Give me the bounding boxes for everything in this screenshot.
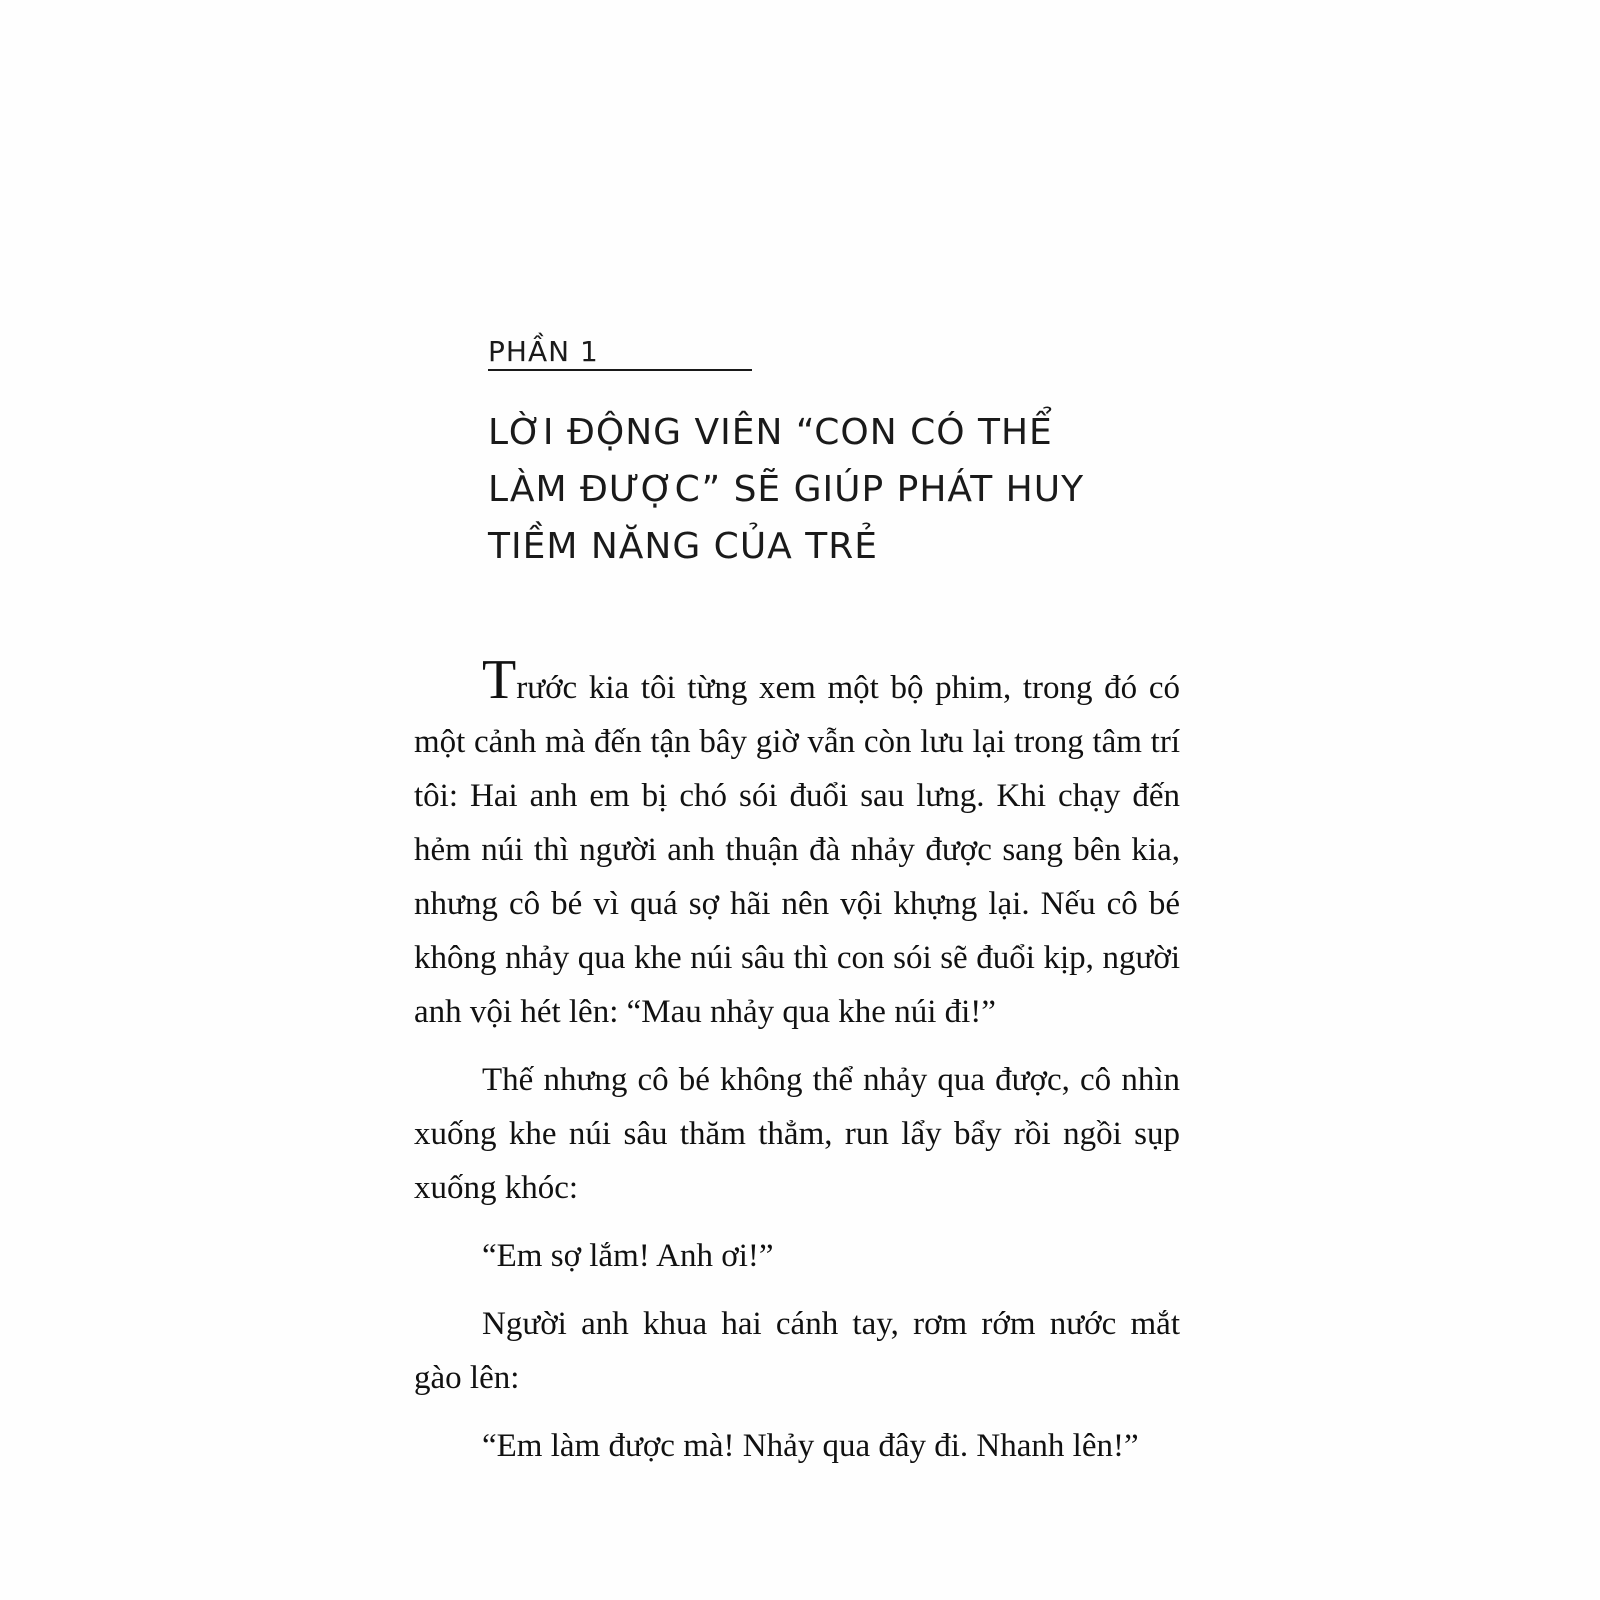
chapter-title-line: TIỀM NĂNG CỦA TRẺ	[488, 526, 878, 567]
chapter-title-line: LỜI ĐỘNG VIÊN “CON CÓ THỂ	[488, 412, 1053, 453]
paragraph: Thế nhưng cô bé không thể nhảy qua được, cô nhìn xuống khe núi sâu thăm thẳm, run lẩy bẩy rồi ngồi sụp xuống khóc:	[414, 1062, 1180, 1206]
paragraph-text: rước kia tôi từng xem một bộ phim, trong đó có một cảnh mà đến tận bây giờ vẫn còn lưu lại trong tâm trí tôi: Hai anh em bị chó sói đuổi sau lưng. Khi chạy đến hẻm núi thì người anh thuận đà nhảy được sang bên kia, nhưng cô bé vì quá sợ hãi nên vội khựng lại. Nếu cô bé không nhảy qua khe núi sâu thì con sói sẽ đuổi kịp, người anh vội hét lên: “Mau nhảy qua khe núi đi!”	[414, 670, 1180, 1030]
paragraph: “Em làm được mà! Nhảy qua đây đi. Nhanh lên!”	[482, 1428, 1139, 1464]
drop-cap: T	[482, 649, 517, 711]
body-text	[414, 649, 1180, 1487]
part-divider-line	[488, 369, 752, 371]
chapter-title-line: LÀM ĐƯỢC” SẼ GIÚP PHÁT HUY	[488, 469, 1085, 510]
paragraph: “Em sợ lắm! Anh ơi!”	[482, 1238, 774, 1274]
paragraph	[414, 649, 1180, 1039]
chapter-title	[488, 404, 1148, 575]
part-label: PHẦN 1	[488, 335, 599, 368]
paragraph: Người anh khua hai cánh tay, rơm rớm nước mắt gào lên:	[414, 1306, 1180, 1396]
